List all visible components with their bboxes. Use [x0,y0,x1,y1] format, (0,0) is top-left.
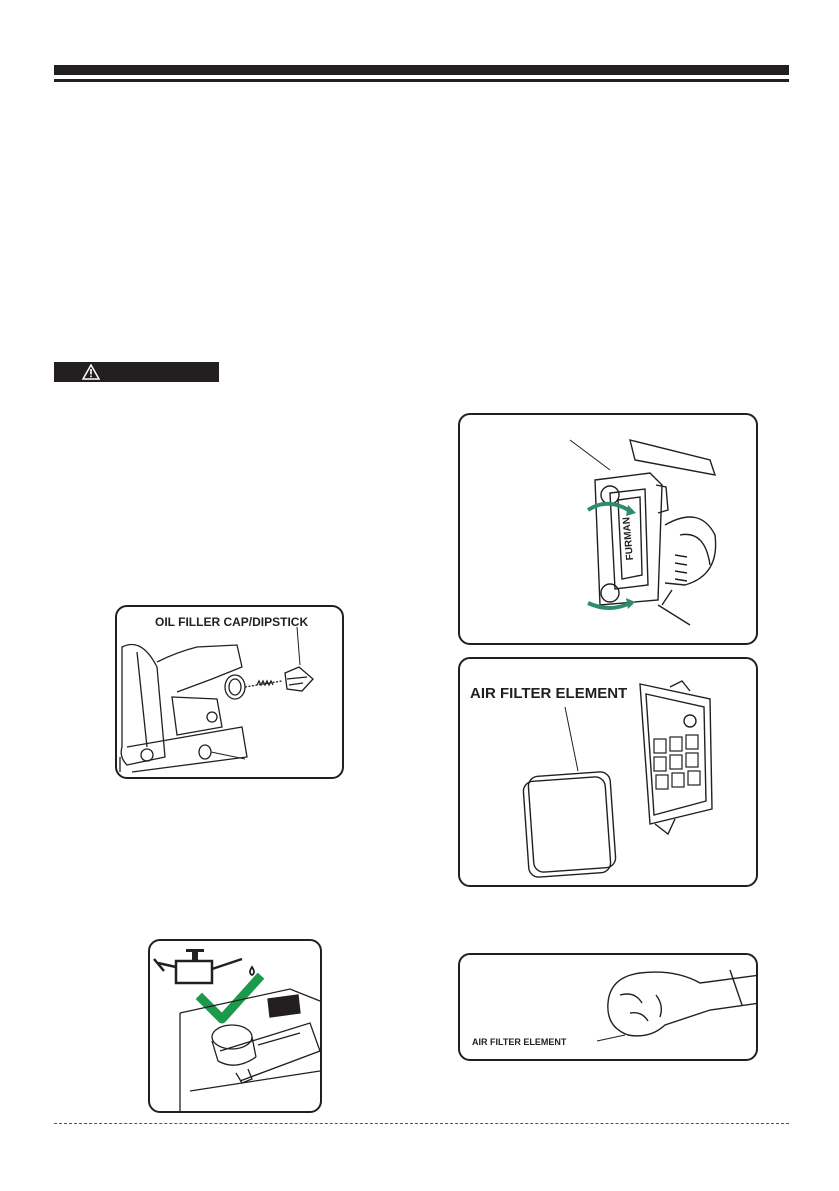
brand-mark: FURMAN [621,516,636,561]
oil-can-icon [154,949,254,983]
air-filter-squeeze-figure [458,953,758,1061]
footer-rule [54,1123,789,1124]
engine-drawing [117,607,344,779]
air-filter-label: AIR FILTER ELEMENT [470,685,628,702]
warning-icon [82,364,100,380]
oil-level-figure [148,939,322,1113]
header-rule-thick [54,65,789,75]
oil-filler-figure [115,605,344,779]
oil-filler-label: OIL FILLER CAP/DIPSTICK [155,615,309,629]
check-icon [202,979,258,1019]
air-filter-small-label: AIR FILTER ELEMENT [472,1037,567,1047]
air-filter-element-figure [458,657,758,887]
warning-bar [54,362,219,382]
air-filter-cover-drawing [460,415,758,645]
air-filter-element-drawing [460,659,758,887]
header-rule-thin [54,79,789,82]
hand-drawing [460,955,758,1061]
oil-level-drawing [150,941,322,1113]
air-filter-cover-figure [458,413,758,645]
